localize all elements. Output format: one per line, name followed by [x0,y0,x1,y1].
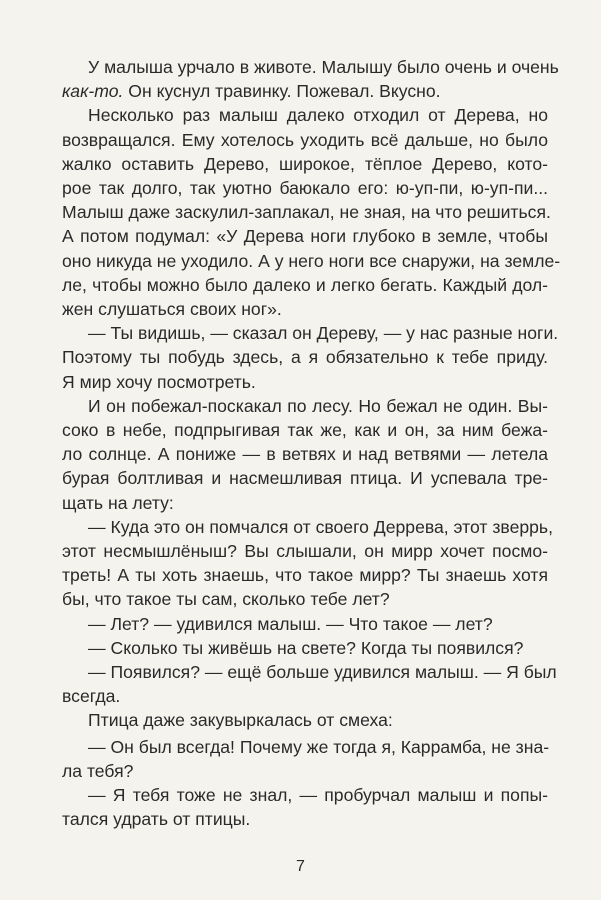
paragraph-10 [62,783,548,831]
text-line: И он побежал-поскакал по лесу. Но бежал не один. Вы- [88,395,548,416]
text-line: жен слушаться своих ног». [62,299,282,320]
text-span: Он куснул травинку. Пожевал. Вкусно. [123,81,441,102]
text-line: Птица даже закувыркалась от смеха: [88,710,393,731]
paragraph-5 [62,612,548,636]
text-line: ло солнце. А пониже — в ветвях и над ветвями — летела [62,444,548,465]
paragraph-1 [62,103,561,321]
text-line: оно никуда не уходило. А у него ноги все снаружи, на земле- [62,250,561,271]
text-line: А потом подумал: «У Дерева ноги глубоко в земле, чтобы [62,226,548,247]
paragraph-9 [62,735,548,783]
text-line: Несколько раз малыш далеко отходил от Дерева, но [88,105,548,126]
text-line: — Куда это он помчался от своего Деррева, этот зверрь, [88,516,553,537]
text-line: жалко оставить Дерево, широкое, тёплое Дерево, кото- [62,153,548,174]
text-line: треть! А ты хоть знаешь, что такое мирр? Ты знаешь хотя [62,565,548,586]
text-line: — Лет? — удивился малыш. — Что такое — лет? [88,613,493,634]
paragraph-2 [62,321,559,394]
text-line: всегда. [62,686,121,707]
text-line: Я мир хочу посмотреть. [62,371,256,392]
paragraph-8 [62,708,548,732]
text-line: — Я тебя тоже не знал, — пробурчал малыш и попы- [88,785,548,806]
text-line: — Сколько ты живёшь на свете? Когда ты появился? [88,637,524,658]
text-line [62,79,548,103]
paragraph-3 [62,394,548,515]
paragraph-6 [62,636,548,660]
text-line: ла тебя? [62,760,134,781]
text-line: бы, что такое ты сам, сколько тебе лет? [62,589,390,610]
text-line: соко в небе, подпрыгивая так же, как и он, за ним бежа- [62,420,548,441]
text-line: — Появился? — ещё больше удивился малыш. — Я был [88,662,557,683]
text-line: этот несмышлёныш? Вы слышали, он мирр хочет посмо- [62,541,548,562]
text-line: щать на лету: [62,492,174,513]
page-number: 7 [296,858,305,875]
text-line: ле, чтобы можно было далеко и легко бегать. Каждый дол- [62,274,548,295]
paragraph-7 [62,660,557,708]
text-line: — Он был всегда! Почему же тогда я, Каррамба, не зна- [88,736,550,757]
text-line: рое так долго, так уютно баюкало его: ю-уп-пи, ю-уп-пи... [62,178,548,199]
text-line: У малыша урчало в животе. Малышу было очень и очень [88,57,559,77]
paragraph-0 [62,55,559,103]
text-line: Малыш даже заскулил-заплакал, не зная, на что решиться. [62,202,551,223]
page-body [62,55,561,832]
paragraph-4 [62,515,553,612]
text-line: бурая болтливая и насмешливая птица. И успевала тре- [62,468,548,489]
text-line: тался удрать от птицы. [62,809,251,830]
text-line: — Ты видишь, — сказал он Дереву, — у нас разные ноги. [88,323,559,344]
italic-text: как-то. [62,81,124,102]
text-line: возвращался. Ему хотелось уходить всё дальше, но было [62,129,548,150]
text-line: Поэтому ты побудь здесь, а я обязательно к тебе приду. [62,347,548,368]
